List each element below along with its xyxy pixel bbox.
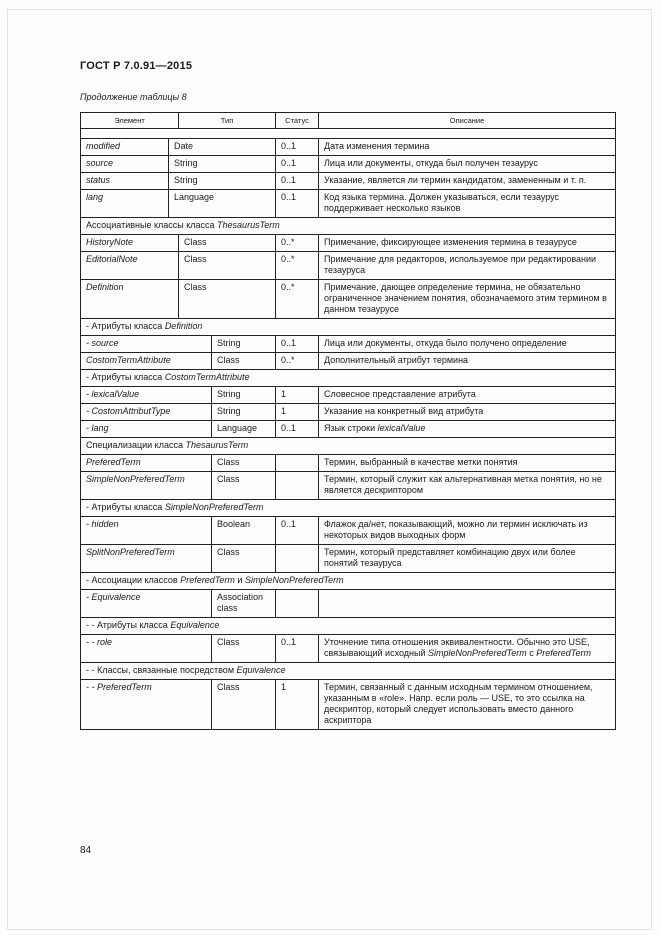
table-row xyxy=(81,190,616,218)
section-heading: Специализации класса ThesaurusTerm xyxy=(81,438,616,455)
element-cell: SplitNonPreferedTerm xyxy=(81,545,212,573)
status-cell: 0..* xyxy=(276,252,319,280)
section-heading: Ассоциативные классы класса ThesaurusTerm xyxy=(81,218,616,235)
type-cell: Date xyxy=(169,139,276,156)
element-cell: - - role xyxy=(81,635,212,663)
section-row xyxy=(81,370,616,387)
element-cell: CostomTermAttribute xyxy=(81,353,212,370)
description-cell: Указание, является ли термин кандидатом, замененным и т. п. xyxy=(319,173,616,190)
section-heading: - - Атрибуты класса Equivalence xyxy=(81,618,616,635)
type-cell: Class xyxy=(212,635,276,663)
element-cell: status xyxy=(81,173,169,190)
col-description-header: Описание xyxy=(319,113,616,129)
status-cell: 0..1 xyxy=(276,156,319,173)
status-cell: 0..1 xyxy=(276,173,319,190)
description-cell: Указание на конкретный вид атрибута xyxy=(319,404,616,421)
type-cell: Class xyxy=(212,545,276,573)
type-cell: Class xyxy=(179,280,276,319)
description-cell: Флажок да/нет, показывающий, можно ли термин исключать из некоторых видов выходных форм xyxy=(319,517,616,545)
status-cell: 0..1 xyxy=(276,139,319,156)
type-cell: Language xyxy=(169,190,276,218)
table-row xyxy=(81,387,616,404)
table-row xyxy=(81,455,616,472)
section-heading: - Атрибуты класса CostomTermAttribute xyxy=(81,370,616,387)
type-cell: String xyxy=(212,404,276,421)
status-cell: 1 xyxy=(276,680,319,730)
page-number: 84 xyxy=(80,845,92,856)
status-cell xyxy=(276,590,319,618)
document-header: ГОСТ Р 7.0.91—2015 xyxy=(80,60,193,72)
element-cell: EditorialNote xyxy=(81,252,179,280)
table-row xyxy=(81,635,616,663)
status-cell xyxy=(276,472,319,500)
status-cell: 0..* xyxy=(276,235,319,252)
section-row xyxy=(81,663,616,680)
element-cell: - - PreferedTerm xyxy=(81,680,212,730)
section-row xyxy=(81,438,616,455)
col-element-header: Элемент xyxy=(81,113,179,129)
element-cell: SimpleNonPreferedTerm xyxy=(81,472,212,500)
status-cell: 0..* xyxy=(276,353,319,370)
element-cell: - hidden xyxy=(81,517,212,545)
description-cell: Термин, который представляет комбинацию двух или более понятий тезауруса xyxy=(319,545,616,573)
description-cell: Лица или документы, откуда был получен тезаурус xyxy=(319,156,616,173)
table-row xyxy=(81,353,616,370)
status-cell xyxy=(276,545,319,573)
description-cell: Дополнительный атрибут термина xyxy=(319,353,616,370)
type-cell: Class xyxy=(212,353,276,370)
type-cell: String xyxy=(212,387,276,404)
section-row xyxy=(81,218,616,235)
description-cell: Термин, связанный с данным исходным термином отношением, указанным в «role». Напр. если роль — USE, то это ссылка на дескриптор, который следует использовать вместо данного аскриптора xyxy=(319,680,616,730)
table-row xyxy=(81,472,616,500)
section-heading: - Атрибуты класса SimpleNonPreferedTerm xyxy=(81,500,616,517)
description-cell: Примечание, дающее определение термина, не обязательно ограниченное значением понятия, обозначаемого этим термином в данном тезаурусе xyxy=(319,280,616,319)
description-cell: Термин, выбранный в качестве метки понятия xyxy=(319,455,616,472)
table-row xyxy=(81,680,616,730)
status-cell: 0..* xyxy=(276,280,319,319)
description-cell: Язык строки lexicalValue xyxy=(319,421,616,438)
section-row xyxy=(81,618,616,635)
element-cell: source xyxy=(81,156,169,173)
type-cell: Class xyxy=(212,680,276,730)
type-cell: String xyxy=(169,173,276,190)
element-cell: - CostomAttributType xyxy=(81,404,212,421)
description-cell: Код языка термина. Должен указываться, если тезаурус поддерживает несколько языков xyxy=(319,190,616,218)
table-row xyxy=(81,404,616,421)
type-cell: Boolean xyxy=(212,517,276,545)
element-cell: PreferedTerm xyxy=(81,455,212,472)
element-cell: - lexicalValue xyxy=(81,387,212,404)
table-row xyxy=(81,156,616,173)
status-cell: 0..1 xyxy=(276,635,319,663)
table-caption: Продолжение таблицы 8 xyxy=(80,92,187,102)
table-row xyxy=(81,545,616,573)
table-row xyxy=(81,280,616,319)
description-cell xyxy=(319,590,616,618)
section-heading: - - Классы, связанные посредством Equivalence xyxy=(81,663,616,680)
description-cell: Уточнение типа отношения эквивалентности. Обычно это USE, связывающий исходный SimpleNonPreferedTerm с PreferedTerm xyxy=(319,635,616,663)
spec-table xyxy=(80,112,616,730)
table-row xyxy=(81,421,616,438)
description-cell: Дата изменения термина xyxy=(319,139,616,156)
element-cell: modified xyxy=(81,139,169,156)
element-cell: - Equivalence xyxy=(81,590,212,618)
col-type-header: Тип xyxy=(179,113,276,129)
status-cell: 1 xyxy=(276,387,319,404)
type-cell: Class xyxy=(212,455,276,472)
type-cell: String xyxy=(212,336,276,353)
table-row xyxy=(81,173,616,190)
status-cell: 0..1 xyxy=(276,421,319,438)
status-cell: 1 xyxy=(276,404,319,421)
section-heading: - Ассоциации классов PreferedTerm и SimpleNonPreferedTerm xyxy=(81,573,616,590)
description-cell: Лица или документы, откуда было получено определение xyxy=(319,336,616,353)
type-cell: Class xyxy=(212,472,276,500)
element-cell: Definition xyxy=(81,280,179,319)
status-cell: 0..1 xyxy=(276,190,319,218)
description-cell: Примечание для редакторов, используемое при редактировании тезауруса xyxy=(319,252,616,280)
table-row xyxy=(81,235,616,252)
section-row xyxy=(81,573,616,590)
type-cell: Association class xyxy=(212,590,276,618)
type-cell: Language xyxy=(212,421,276,438)
type-cell: Class xyxy=(179,235,276,252)
status-cell: 0..1 xyxy=(276,517,319,545)
table-row xyxy=(81,139,616,156)
status-cell: 0..1 xyxy=(276,336,319,353)
header-gap xyxy=(81,129,616,139)
table-row xyxy=(81,252,616,280)
section-row xyxy=(81,319,616,336)
description-cell: Термин, который служит как альтернативная метка понятия, но не является дескриптором xyxy=(319,472,616,500)
section-row xyxy=(81,500,616,517)
element-cell: lang xyxy=(81,190,169,218)
status-cell xyxy=(276,455,319,472)
table-header-row xyxy=(81,113,616,129)
type-cell: String xyxy=(169,156,276,173)
col-status-header: Статус xyxy=(276,113,319,129)
element-cell: - source xyxy=(81,336,212,353)
element-cell: HistoryNote xyxy=(81,235,179,252)
description-cell: Словесное представление атрибута xyxy=(319,387,616,404)
type-cell: Class xyxy=(179,252,276,280)
table-row xyxy=(81,517,616,545)
table-row xyxy=(81,336,616,353)
section-heading: - Атрибуты класса Definition xyxy=(81,319,616,336)
description-cell: Примечание, фиксирующее изменения термина в тезаурусе xyxy=(319,235,616,252)
table-row xyxy=(81,590,616,618)
element-cell: - lang xyxy=(81,421,212,438)
